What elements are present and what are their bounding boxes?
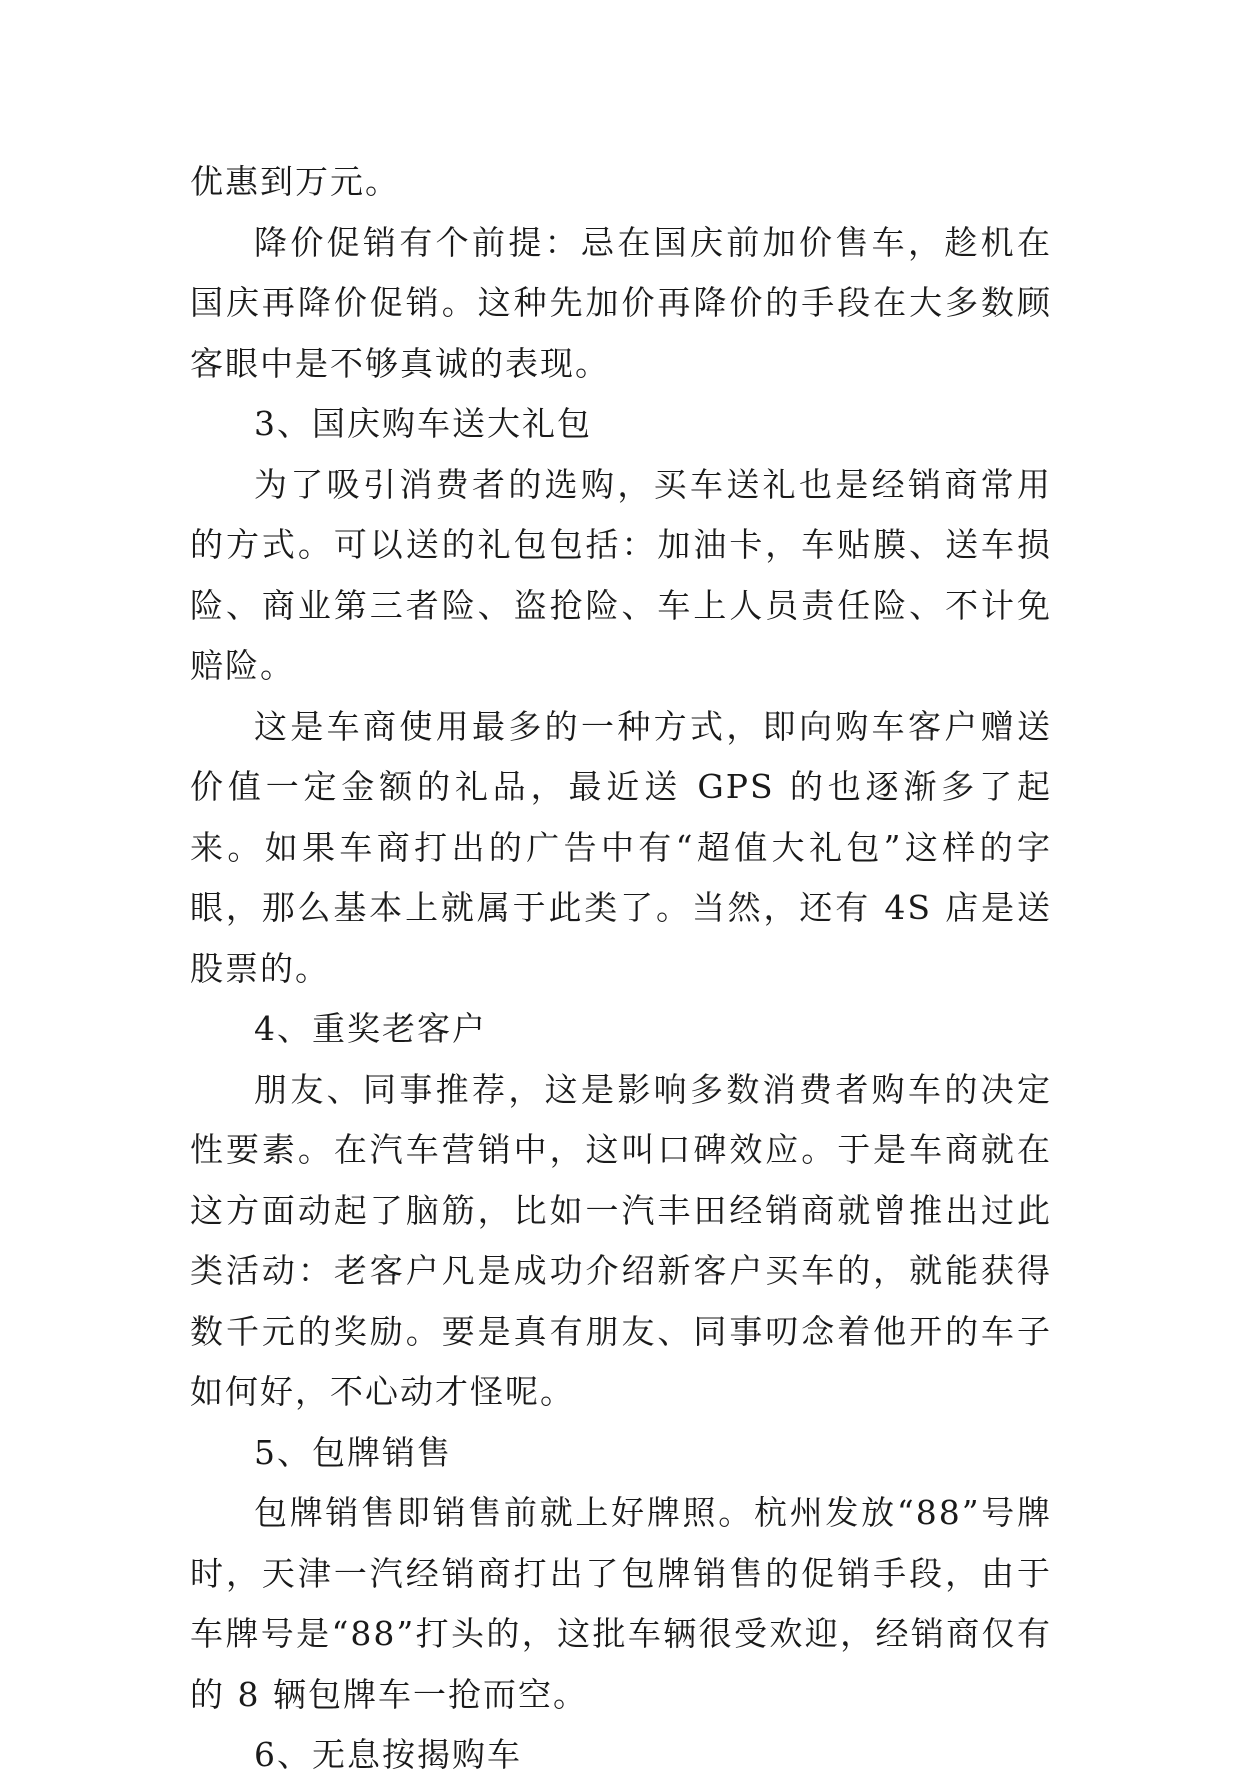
section-heading-interest-free: 6、无息按揭购车 (254, 1735, 522, 1774)
section-heading-license-plate: 5、包牌销售 (254, 1432, 452, 1472)
paragraph-price-cut-premise: 降价促销有个前提：忌在国庆前加价售车，趁机在国庆再降价促销。这种先加价再降价的手段在大多数顾客眼中是不够真诚的表现。 (190, 222, 1052, 383)
paragraph-gift-pack-intro: 为了吸引消费者的选购，买车送礼也是经销商常用的方式。可以送的礼包包括：加油卡，车贴膜、送车损险、商业第三者险、盗抢险、车上人员责任险、不计免赔险。 (190, 464, 1052, 685)
paragraph-gift-pack-detail: 这是车商使用最多的一种方式，即向购车客户赠送价值一定金额的礼品，最近送 GPS 的也逐渐多了起来。如果车商打出的广告中有“超值大礼包”这样的字眼，那么基本上就属于此类了。当然，还有 4S 店是送股票的。 (190, 706, 1052, 988)
paragraph-continuation: 优惠到万元。 (190, 162, 400, 201)
paragraph-old-customer: 朋友、同事推荐，这是影响多数消费者购车的决定性要素。在汽车营销中，这叫口碑效应。于是车商就在这方面动起了脑筋，比如一汽丰田经销商就曾推出过此类活动：老客户凡是成功介绍新客户买车的，就能获得数千元的奖励。要是真有朋友、同事叨念着他开的车子如何好，不心动才怪呢。 (190, 1069, 1052, 1411)
document-body (190, 152, 1052, 1786)
section-heading-gift-pack: 3、国庆购车送大礼包 (254, 404, 592, 443)
paragraph-license-plate: 包牌销售即销售前就上好牌照。杭州发放“88”号牌时，天津一汽经销商打出了包牌销售的促销手段，由于车牌号是“88”打头的，这批车辆很受欢迎，经销商仅有的 8 辆包牌车一抢而空。 (190, 1493, 1052, 1714)
section-heading-old-customer: 4、重奖老客户 (254, 1009, 487, 1048)
